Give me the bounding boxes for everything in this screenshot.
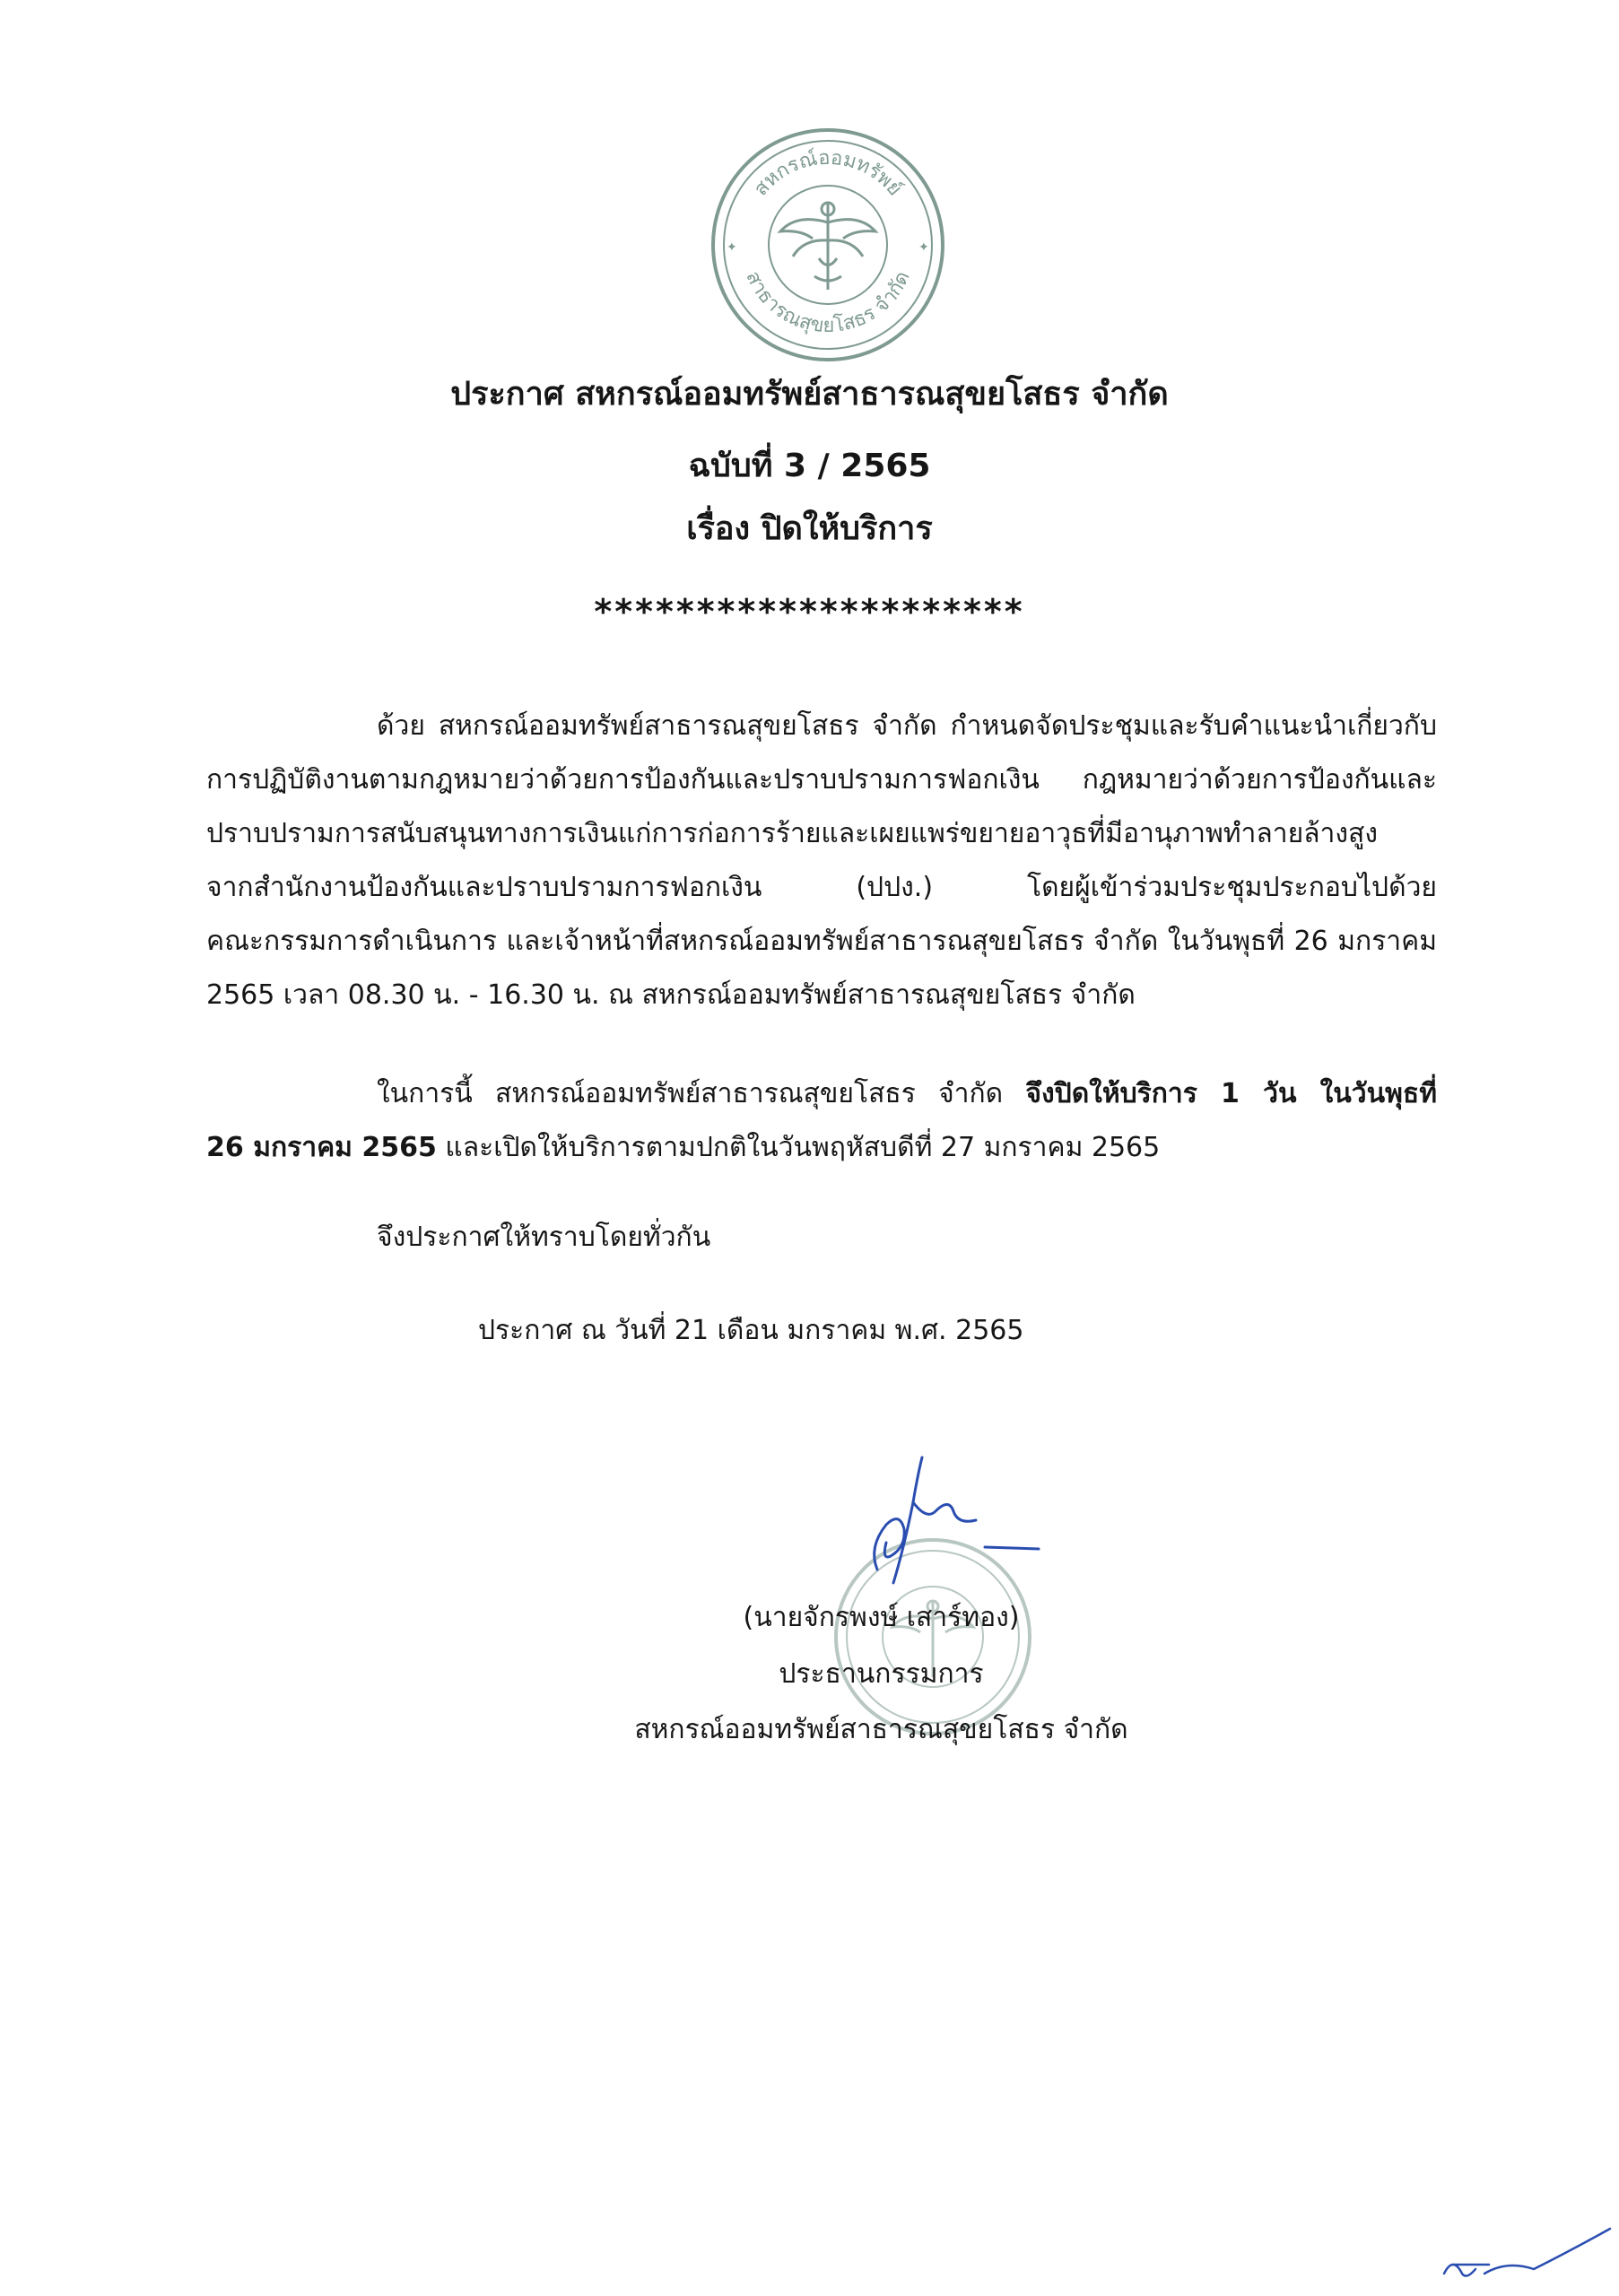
signatory-position: ประธานกรรมการ [779,1658,984,1690]
closure-text: ในการนี้ สหกรณ์ออมทรัพย์สาธารณสุขยโสธร จำกัด [377,1078,1026,1109]
svg-text:สหกรณ์ออมทรัพย์ [750,147,906,201]
announcement-subject: เรื่อง ปิดให้บริการ [686,510,933,547]
cooperative-seal [707,124,949,366]
initials-mark [1435,2224,1615,2287]
paragraph-line: ด้วย สหกรณ์ออมทรัพย์สาธารณสุขยโสธร จำกัด กำหนดจัดประชุมและรับคำแนะนำเกี่ยวกับ [377,710,1437,742]
announcement-number: ฉบับที่ 3 / 2565 [688,448,931,484]
paragraph-meeting [206,700,1437,1022]
paragraph-closure [206,1067,1437,1175]
announcement-date: ประกาศ ณ วันที่ 21 เดือน มกราคม พ.ศ. 2565 [478,1315,1024,1346]
closure-date-emphasis: 26 มกราคม 2565 [206,1132,437,1163]
seal-text-bottom: สาธารณสุขยโสธร จำกัด [741,267,915,338]
paragraph-line [206,1121,1437,1175]
paragraph-line: การปฏิบัติงานตามกฎหมายว่าด้วยการป้องกันและปราบปรามการฟอกเงิน กฎหมายว่าด้วยการป้องกันและ [206,764,1437,796]
seal-text-top: สหกรณ์ออมทรัพย์ [749,146,907,201]
garuda-emblem-icon [780,203,875,290]
svg-text:✦: ✦ [918,240,929,255]
reopen-text: และเปิดให้บริการตามปกติในวันพฤหัสบดีที่ 27 มกราคม 2565 [436,1132,1161,1163]
closure-emphasis: จึงปิดให้บริการ 1 วัน ในวันพุธที่ [1025,1078,1438,1109]
paragraph-line: ปราบปรามการสนับสนุนทางการเงินแก่การก่อการร้ายและเผยแพร่ขยายอาวุธที่มีอานุภาพทำลายล้างสูง [206,818,1378,849]
paragraph-line: จากสำนักงานป้องกันและปราบปรามการฟอกเงิน (ปปง.) โดยผู้เข้าร่วมประชุมประกอบไปด้วย [206,872,1437,903]
separator: ********************* [594,592,1025,631]
announcement-title: ประกาศ สหกรณ์ออมทรัพย์สาธารณสุขยโสธร จำกัด [450,376,1169,413]
paragraph-line: คณะกรรมการดำเนินการ และเจ้าหน้าที่สหกรณ์ออมทรัพย์สาธารณสุขยโสธร จำกัด ในวันพุธที่ 26 มกราคม [206,926,1437,957]
paragraph-line: 2565 เวลา 08.30 น. - 16.30 น. ณ สหกรณ์ออมทรัพย์สาธารณสุขยโสธร จำกัด [206,979,1136,1011]
signatory-organization: สหกรณ์ออมทรัพย์สาธารณสุขยโสธร จำกัด [634,1714,1128,1745]
signatory-name: (นายจักรพงษ์ เสาร์ทอง) [743,1602,1020,1633]
closing-statement: จึงประกาศให้ทราบโดยทั่วกัน [377,1222,711,1253]
handwritten-signature [850,1439,1084,1592]
paragraph-line [206,1067,1437,1121]
svg-text:✦: ✦ [727,240,737,255]
